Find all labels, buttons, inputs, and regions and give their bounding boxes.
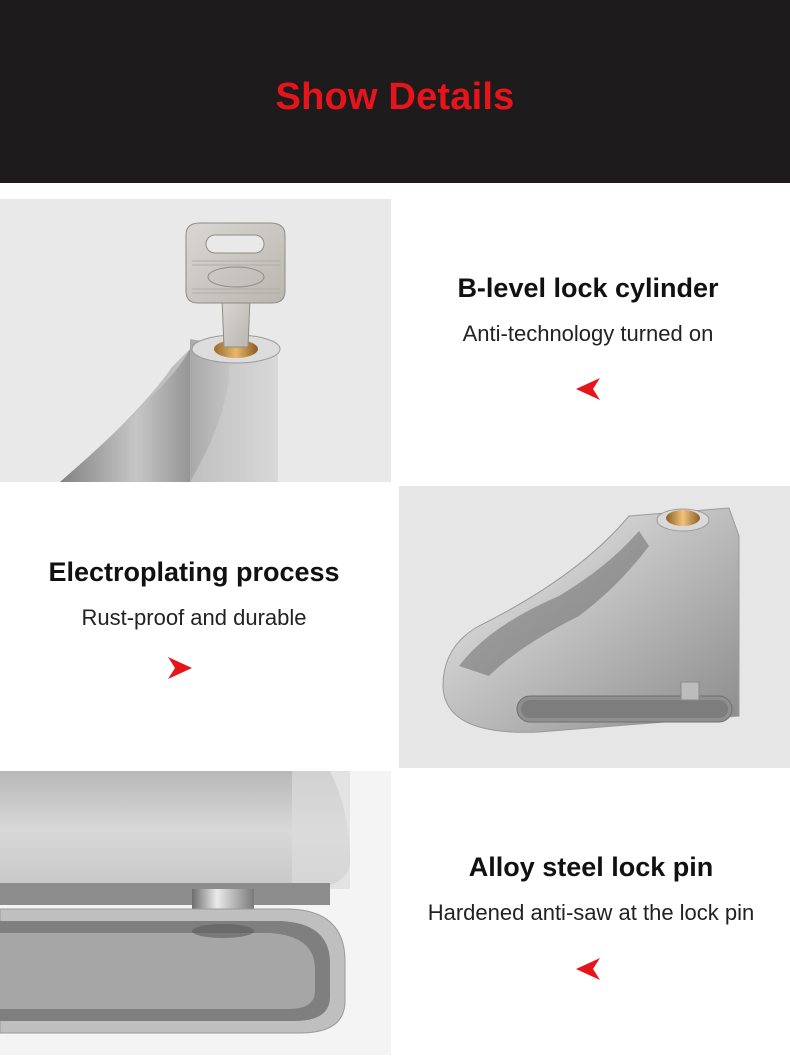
header-banner xyxy=(0,0,790,183)
lock-pin-closeup-photo xyxy=(0,771,391,1055)
red-arrow-left-icon xyxy=(576,958,600,985)
red-arrow-left-icon xyxy=(576,378,600,405)
disc-lock-photo xyxy=(399,486,790,768)
feature-title: Electroplating process xyxy=(48,557,340,587)
page-title: Show Details xyxy=(275,76,515,118)
feature-subtitle: Hardened anti-saw at the lock pin xyxy=(427,900,755,925)
feature-title: B-level lock cylinder xyxy=(457,273,719,303)
red-arrow-right-icon xyxy=(168,657,192,684)
key-in-cylinder-photo xyxy=(0,199,391,482)
feature-electroplating xyxy=(8,557,380,631)
feature-subtitle: Rust-proof and durable xyxy=(81,605,307,630)
feature-title: Alloy steel lock pin xyxy=(468,852,714,882)
feature-lock-pin xyxy=(400,852,782,926)
feature-subtitle: Anti-technology turned on xyxy=(462,321,714,346)
feature-cylinder xyxy=(400,273,776,347)
